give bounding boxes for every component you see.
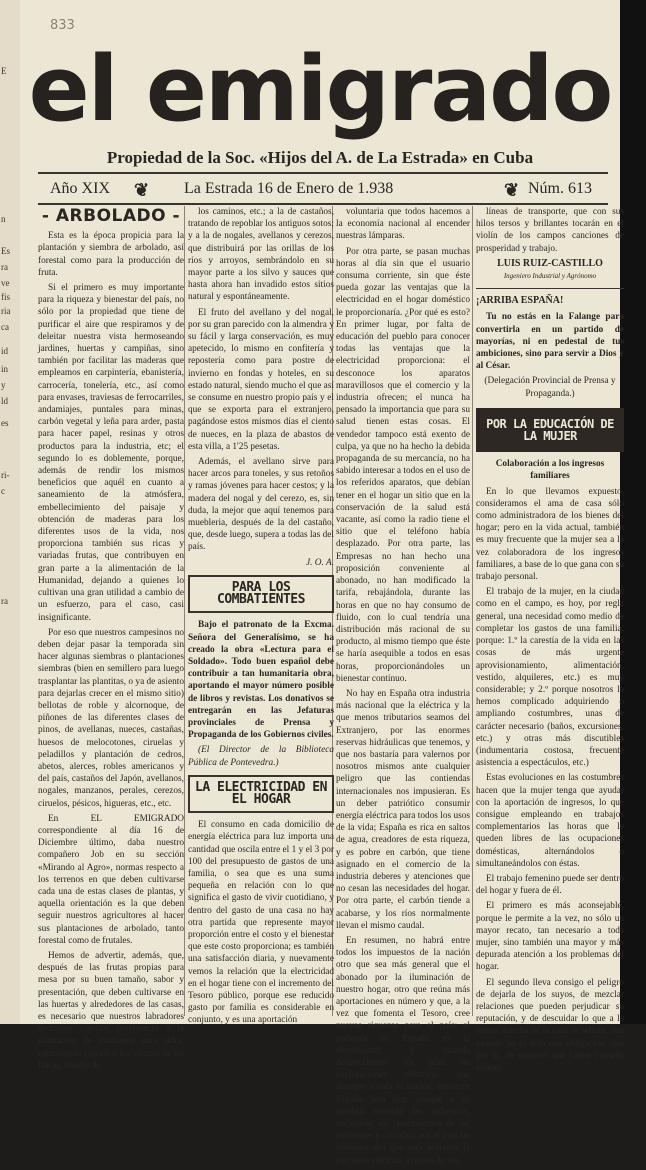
arbolado-paragraph: Además, el avellano sirve para hacer arcos para toneles, y sus retoños y ramas jóvenes para hacer cestos; y la madera del nogal y del cerezo, es, sin duda, la mejor que aquí tenemos para muebleria, después de la del castaño, que, desde luego, supera a todas las del país.	[188, 457, 334, 553]
mujer-paragraph: El trabajo femenino puede ser dentro del hogar y fuera de él.	[476, 873, 624, 897]
strip-fragment: es	[1, 418, 9, 428]
strip-fragment: Es	[1, 246, 10, 256]
strip-fragment: ca	[1, 322, 9, 332]
strip-fragment: ri-	[1, 470, 10, 480]
electricidad-paragraph: voluntaria que todos hacemos a la economía nacional al encender nuestras lámparas.	[336, 207, 470, 242]
electricidad-heading: LA ELECTRICIDAD EN EL HOGAR	[188, 775, 334, 813]
pencil-page-mark: 833	[50, 18, 75, 33]
electricidad-paragraph: Por otra parte, se pasan muchas horas al día sin que el usuario consuma corriente, sin que éste pueda gozar las ventajas que la electricidad en el hogar doméstico le proporcionaría. ¿Por qué es esto? En primer lugar, por falta de educación del pueblo para conocer todas las ventajas que la electricidad proporciona: el desconoce los aparatos maravillosos que el comercio y la industria ofrecen; el nunca ha pensado la importancia que para su salud tienen estas cosas. El vendedor tampoco está exento de culpa, ya que no ha hecho la debida propaganda de su mercancía, no ha sabido interesar a todos en el uso de los referidos aparatos, que debían tener en el hogar un sitio que en la conservación de la salud está vacante, así como la radio tiene el sitio que el teléfono había desplazado. Por otra parte, las Empresas no han hecho una proposición conveniente al abonado, no han modificado la tarifa, rebajándola, durante las horas en que no hay consumo de fluido, con lo cual tendría una distribución más racional de su producto, al mismo tiempo que éste se haría asequible a todos en esas horas, proporcionándoles un bienestar contínuo.	[336, 246, 470, 684]
strip-fragment: c	[1, 486, 5, 496]
column-2	[188, 206, 334, 1030]
electricidad-author-title: Ingeniero Industrial y Agrónomo	[503, 272, 597, 281]
mujer-subtitle: Colaboración a los ingresos familiares	[495, 459, 605, 482]
mujer-paragraph: El primero es más aconsejable, porque le permite a la vez, no sólo un mayor recato, tan necesario a toda mujer, sino también una mayor y más depurada atención a los problemas del hogar.	[476, 901, 624, 973]
mujer-paragraph: El segundo lleva consigo el peligro de dejarla de los suyos, de mezclar relaciones que pueden perjudicar su reputación, y de descuidar lo que a la buena marcha de la casa se refiere, aun cuando no es ésto una obligación sino por sí, de mujeres que saben cumplir conjun-	[476, 977, 624, 1073]
column-1	[38, 206, 184, 1075]
arbolado-paragraph: Por eso que nuestros campesinos no deben dejar pasar la temporada sin hacer algunas siembras o plantaciones siembras (bien en semillero para luego trasplantar las plantitas, o ya de asiento para dejarlas crecer en el mismo sitio) bellotas de roble y alcornoque, de piñones de las diferentes clases de pinos, de avellanas, nueces, castañas, huesos de melocotones, ciruelas y peladillos y plantación de cedros, abetos, alerces, robles americanos y del país, castaños del Japón, avellanos, nogales, manzanos, perales, cerezos, ciruelos, pésicos, higueras, etc., etc.	[38, 627, 184, 809]
arriba-body: Tu no estás en la Falange para convertirla en un partido de mayorías, ni en pedestal de tus ambiciones, sino para servir a Dios y al César.	[476, 312, 624, 372]
arbolado-paragraph: los caminos, etc.; a la de castaños, tratando de repoblar los antiguos sotos; y a la de nogales, avellanos y cerezos, que distribuirá por las orillas de los ríos y arroyos, sembrándolo en su mayor parte a los silvo y sauces que hasta ahora han invadido estos sitios natural y espontáneamente.	[188, 207, 334, 303]
issue-date: La Estrada 16 de Enero de 1.938	[184, 180, 394, 197]
ornament-icon: ❦	[504, 180, 520, 200]
dateline-bottom-rule	[38, 203, 608, 205]
arbolado-paragraph: En EL EMIGRADO correspondiente al día 16 de Diciembre último, daba nuestro compañero Job en su sección «Mirando al Agro», normas respecto a los terrenos en que deben cultivarse cada una de estas clases de plantas, y aquella orientación es la que deben seguir nuestros agricultores al hacer sus plantaciones de arbolado, tanto forestal como de frutales.	[38, 813, 184, 946]
arbolado-signature: J. O. A.	[306, 557, 334, 568]
masthead-title: el emigrado	[28, 37, 612, 142]
dateline	[38, 176, 608, 202]
strip-fragment: E	[1, 66, 7, 76]
arriba-note: (Delegación Provincial de Prensa y Propaganda.)	[484, 376, 616, 399]
arbolado-heading: - ARBOLADO -	[41, 206, 181, 226]
electricidad-paragraph: líneas de transporte, que con sus hilos tersos y brillantes tocarán en el violín de los campos canciones de prosperidad y trabajo.	[476, 207, 624, 254]
dateline-top-rule	[38, 172, 608, 174]
strip-fragment: n	[1, 214, 6, 224]
arbolado-paragraph: Hemos de advertir, además, que, después de las frutas propias para mesa por su buen tamaño, sabor y presentación, que deben cultivarse en las huertas y alrededores de las casas, es necesario que nuestros labradores dediquen especial preferencia a la plantación de manzanos para sidra, roturbiendo con ellos los ribazos de las fincas, bordes de	[38, 950, 184, 1071]
section-divider	[476, 288, 624, 289]
column-3	[336, 206, 470, 1170]
newspaper-page	[20, 0, 624, 1166]
strip-fragment: ld	[1, 396, 9, 406]
strip-fragment: ra	[1, 596, 8, 606]
strip-fragment: ve	[1, 278, 10, 288]
strip-fragment: ria	[1, 306, 11, 316]
ornament-icon: ❦	[134, 180, 150, 200]
adjacent-page-strip	[0, 0, 21, 1024]
column-divider	[184, 206, 185, 1016]
electricidad-author: LUIS RUIZ-CASTILLO	[497, 257, 603, 269]
strip-fragment: in	[1, 364, 9, 374]
column-divider	[472, 206, 473, 1016]
strip-fragment: y	[1, 380, 6, 390]
mujer-paragraph: En lo que llevamos expuesto, consideramos el ama de casa sólo como administradora de los bienes del hogar; pero en la vida actual, también es muy frecuente que la mujer sea a la vez colaboradora de los ingresos familiares, a base de lo que gana con su trabajo personal.	[476, 486, 624, 583]
column-4	[476, 206, 624, 1077]
strip-fragment: ra	[1, 262, 8, 272]
strip-fragment: fis	[1, 292, 10, 302]
year-label: Año XIX	[50, 180, 110, 197]
arbolado-paragraph: El fruto del avellano y del nogal, por su gran parecido con la almendra y su fácil y larga conservación, es muy apetecido, lo mismo en confitería y repostería como para postre de invierno en fondas y hoteles, en su estado natural, siendo mucho el que así se consume en nuestro propio país y el que se exporta para el extranjero, pagándose estos mismos días el ciento de nueces, en la plaza de abastos de esta villa, a 1'25 pesetas.	[188, 307, 334, 452]
issue-number: Núm. 613	[528, 180, 592, 197]
arbolado-paragraph: Si el primero es muy importante para la riqueza y bienestar del país, no sólo por la propiedad que tiene de purificar el aire que respiramos y de deleitar nuestra vista hermoseando jardines, huertas y campiñas, sino también por facilitar las maderas que empleamos en carpintería, ebanistería, carrocería, tonelería, etc., así como para envases, traviesas de ferrocarriles, andamiajes, puntales para minas, carbón vegetal y leña para arder, pasta para hacer papel, resinas y otros productos para la industria, etc; el segundo lo es doblemente, porque, además de rendir los mismos beneficios que aquél en cuanto a saneamiento de la atmósfera, embellecimiento del paisaje y obtención de maderas para los diferentes usos de la vida, nos proporciona también sus ricas y variadas frutas, que contribuyen en gran parte a la alimentación de la Humanidad, dejando a quienes lo cultivan una gran utilidad a cambio de un esfuerzo, para el caso, casi insignificante.	[38, 283, 184, 623]
mujer-heading: POR LA EDUCACIÓN DE LA MUJER	[476, 408, 624, 452]
arriba-heading: ¡ARRIBA ESPAÑA!	[476, 295, 564, 307]
electricidad-paragraph: No hay en España otra industria más nacional que la eléctrica y la que menos tributarios seamos del Extranjero, por las enormes reservas hidráulicas que tenemos, y que nos bastaría para valernos por nosotros mismos ante cualquier peligro que las contiendas internacionales nos impusieran. Es un deber patriótico consumir energía eléctrica para todos los usos de la vida; España es rica en saltos de agua, creadores de esta riqueza, y es pobre en carbón, que tiene asignado en el comercio de la industria deberes y atenciones que no cesan las necesidades del hogar. Por otra parte, el carbón tiende a acabarse, y los ríos normalmente llevan el mismo caudal.	[336, 688, 470, 931]
mujer-paragraph: Estas evoluciones en las costumbres hacen que la mujer tenga que ayudar con la aportación de ingresos, lo que consigue empleando en trabajos complementarios las horas que le queden libres de las ocupaciones domésticas, alternándolos o simultaneándolos con éstas.	[476, 773, 624, 869]
electricidad-paragraph: En resumen, no habrá entre todos los impuestos de la nación otro que sea más general que el abonado por la iluminación de nuestro hogar, otro que reúna más aportaciones en número y que, a la vez que fomenta el Tesoro, cree nuevas riquezas para el país; el porvenir de España es la electricidad, y cuando desarrollemos un plan de explotaciones eléctricas que abarque a toda la nación, entonces España será rica, porque a su sombra crecerán las industrias, mejorarán los rendimientos de las existentes y circulará por el país un bienestar del que será portador la corriente eléctrica a través de sus	[336, 935, 470, 1166]
combatientes-heading: PARA LOS COMBATIENTES	[188, 575, 334, 613]
masthead-subtitle: Propiedad de la Soc. «Hijos del A. de La Estrada» en Cuba	[106, 148, 534, 167]
mujer-paragraph: El trabajo de la mujer, en la ciudad como en el campo, es hoy, por regla general, una necesidad como medio de completar los gastos de una familia, porque: 1.º la carestía de la vida en las cosas de más urgente aprovisionamiento, alimentación, vestido, alquileres, etc.) es muy considerable; y 2.º porque nosotros la hemos complicado adquiriendo o ampliando costumbres, unas de carácter necesario (baños, excursiones, etc.) y otras más discutibles (indumentaria costosa, frecuente asistencia a espectáculos, etc.)	[476, 587, 624, 769]
arbolado-paragraph: Esta es la época propicia para la plantación y siembra de arbolado, así forestal como para la producción de fruta.	[38, 231, 184, 278]
electricidad-paragraph: El consumo en cada domicilio de energía eléctrica para luz importa una cantidad que oscila entre el 1 y el 3 por 100 del presupuesto de gastos de una familia, o sea que es una suma pequeña en relación con lo que significa el gasto de vivir cuotidiano, y dentro del gasto de una casa no hay otra partida que represente mayor proporción entre el costo y el bienestar que este costo proporciona; es también una satisfacción diaria, y nuevamente vemos la relación que la electricidad en el hogar tiene con el incremento del Tesoro público, porque ese reducido gasto por familia es considerable en conjunto, y es una aportación	[188, 820, 334, 1026]
strip-fragment: id	[1, 346, 9, 356]
combatientes-note: (El Director de la Biblioteca Pública de Pontevedra.)	[188, 745, 334, 768]
combatientes-body: Bajo el patronato de la Excma. Señora del Generalísimo, se ha creado la obra «Lectura para el Soldado». Todo buen español debe contribuir a tan humanitaria obra, aportando el mayor número posible de libros y revistas. Los donativos se entregarán en las Jefaturas provinciales de Prensa y Propaganda de los Gobiernos civiles.	[188, 620, 334, 741]
